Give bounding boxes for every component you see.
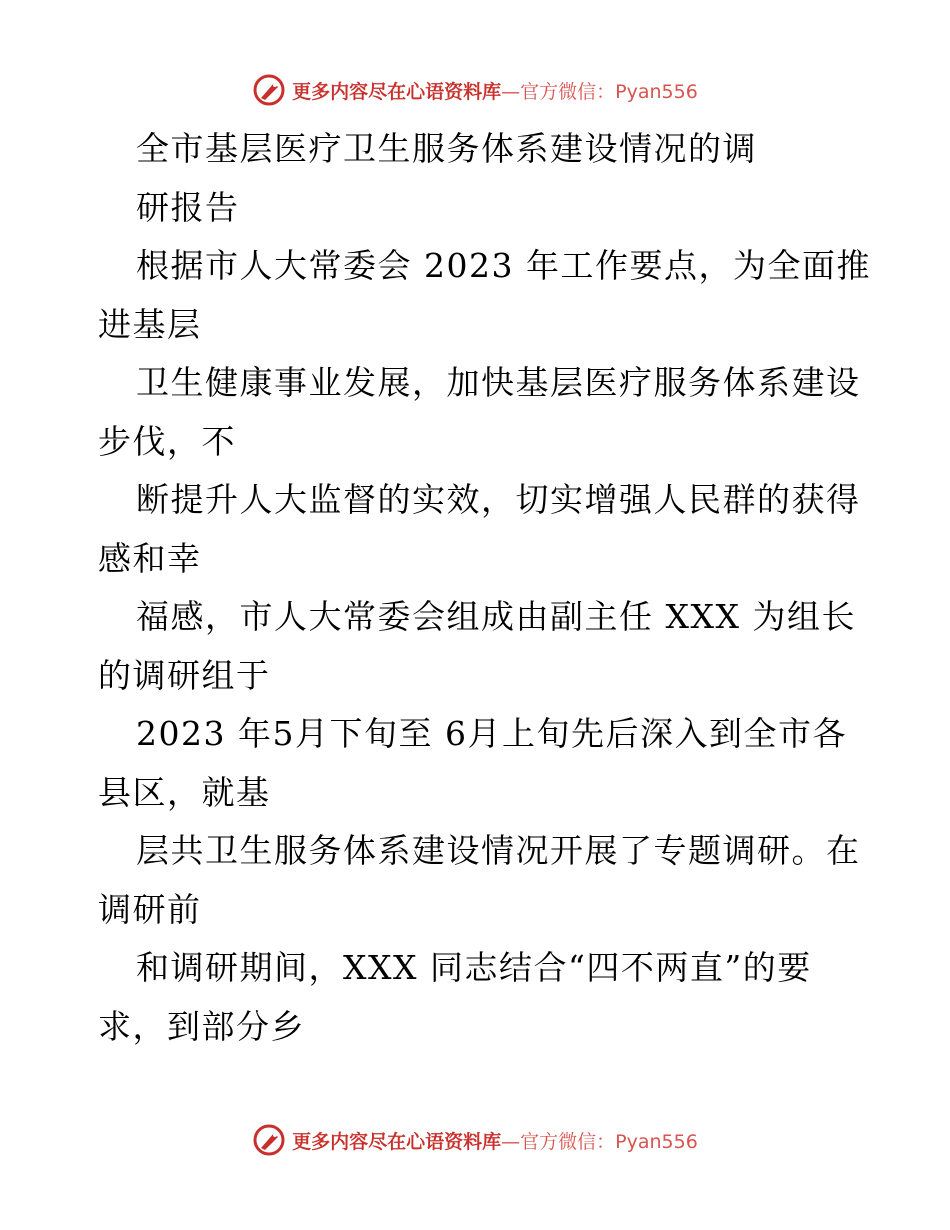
footer-banner-text [292, 1127, 698, 1154]
document-title-line-2: 研报告 [136, 187, 240, 227]
paragraph-line: 的调研组于 [98, 655, 271, 695]
paragraph-line: 和调研期间，XXX 同志结合“四不两直”的要 [136, 948, 812, 987]
pen-nib-logo-icon [252, 1123, 286, 1157]
paragraph-line: 县区，就基 [98, 772, 271, 812]
paragraph-line: 卫生健康事业发展，加快基层医疗服务体系建设 [136, 363, 861, 402]
paragraph-line: 调研前 [98, 889, 202, 929]
document-body [98, 120, 871, 1056]
paragraph-line: 2023 年5月下旬至 6月上旬先后深入到全市各 [136, 714, 847, 753]
header-site-name: 更多内容尽在心语资料库 [292, 80, 502, 103]
paragraph-line: 福感，市人大常委会组成由副主任 XXX 为组长 [136, 597, 856, 636]
pen-nib-logo-icon [252, 73, 286, 107]
paragraph-line: 根据市人大常委会 2023 年工作要点，为全面推 [136, 246, 871, 285]
paragraph-line: 步伐，不 [98, 421, 236, 461]
paragraph-line: 层共卫生服务体系建设情况开展了专题调研。在 [136, 831, 861, 870]
header-contact: —官方微信：Pyan556 [501, 80, 698, 103]
document-title-line-1: 全市基层医疗卫生服务体系建设情况的调 [136, 129, 757, 168]
footer-contact: —官方微信：Pyan556 [501, 1130, 698, 1153]
footer-site-name: 更多内容尽在心语资料库 [292, 1130, 502, 1153]
header-banner-text [292, 77, 698, 104]
header-banner [0, 70, 950, 110]
footer-banner [0, 1120, 950, 1160]
paragraph-line: 进基层 [98, 304, 202, 344]
paragraph-line: 断提升人大监督的实效，切实增强人民群的获得 [136, 480, 861, 519]
paragraph-line: 求，到部分乡 [98, 1006, 305, 1046]
paragraph-line: 感和幸 [98, 538, 202, 578]
